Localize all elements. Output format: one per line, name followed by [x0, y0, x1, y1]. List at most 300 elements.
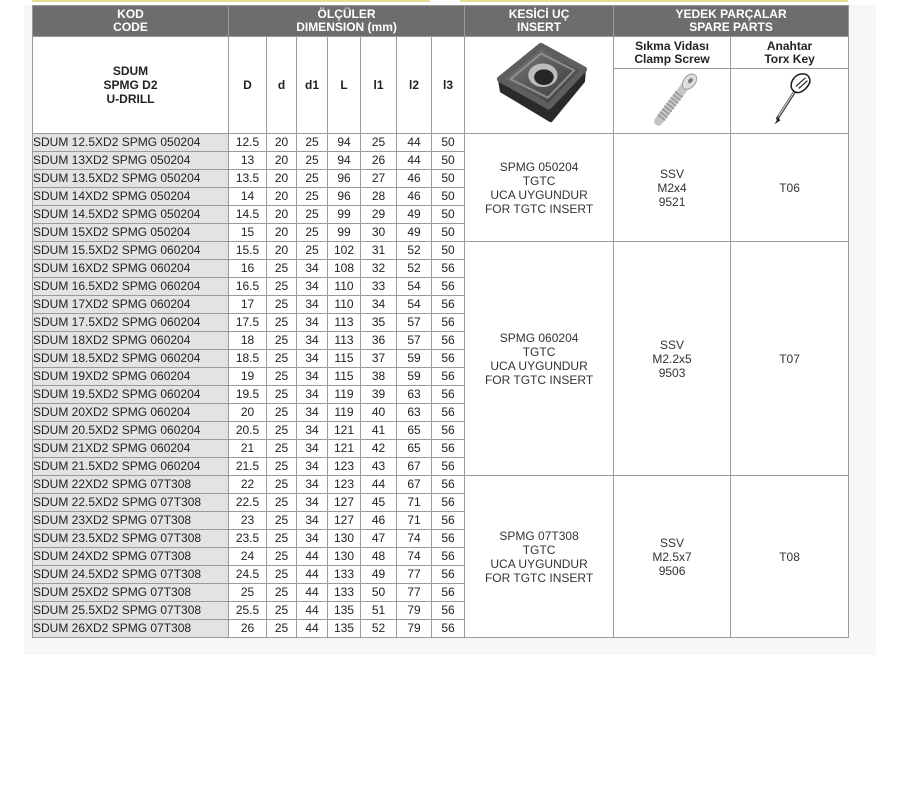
- product-code-cell: SDUM 26XD2 SPMG 07T308: [33, 620, 229, 638]
- dim-d1-cell: 44: [297, 548, 328, 566]
- key-shaft-highlight: [778, 92, 794, 116]
- dim-l3-cell: 56: [432, 476, 465, 494]
- dim-l2-cell: 52: [397, 242, 432, 260]
- dim-d1-cell: 34: [297, 440, 328, 458]
- torx-key-header-en: Torx Key: [764, 51, 815, 66]
- dim-l2-cell: 65: [397, 422, 432, 440]
- dim-l1-cell: 26: [361, 152, 397, 170]
- product-code-cell: SDUM 18.5XD2 SPMG 060204: [33, 350, 229, 368]
- product-family-line: SPMG D2: [103, 78, 158, 92]
- dim-l2-cell: 79: [397, 620, 432, 638]
- table-row: [33, 242, 849, 260]
- dim-l3-cell: 56: [432, 368, 465, 386]
- dim-l1-cell: 27: [361, 170, 397, 188]
- dim-d-cell: 25: [267, 530, 297, 548]
- header-code-en: CODE: [113, 20, 148, 34]
- insert-info-line: SPMG 050204: [499, 159, 579, 174]
- dim-big-d-cell: 20: [229, 404, 267, 422]
- dim-d-cell: 20: [267, 242, 297, 260]
- clamp-screw-line: 9503: [658, 365, 686, 380]
- torx-key-image: [731, 70, 849, 133]
- dim-l3-cell: 56: [432, 260, 465, 278]
- dim-l1-cell: 34: [361, 296, 397, 314]
- product-code-cell: SDUM 20XD2 SPMG 060204: [33, 404, 229, 422]
- dim-l3-cell: 56: [432, 350, 465, 368]
- dim-l2-cell: 59: [397, 350, 432, 368]
- dim-big-l-cell: 119: [328, 386, 361, 404]
- clamp-screw-header-tr: Sıkma Vidası: [635, 38, 709, 53]
- dim-header-big-l: L: [328, 37, 361, 134]
- top-accent-line: [460, 0, 848, 2]
- dim-d1-cell: 34: [297, 296, 328, 314]
- dim-big-d-cell: 24: [229, 548, 267, 566]
- dim-big-l-cell: 133: [328, 566, 361, 584]
- dim-big-l-cell: 110: [328, 296, 361, 314]
- dim-l2-cell: 74: [397, 530, 432, 548]
- dim-l2-cell: 57: [397, 332, 432, 350]
- dim-big-l-cell: 94: [328, 152, 361, 170]
- dim-d-cell: 25: [267, 386, 297, 404]
- dim-header-l2: l2: [397, 37, 432, 134]
- dim-header-big-d: D: [229, 37, 267, 134]
- dim-l1-cell: 43: [361, 458, 397, 476]
- dim-d-cell: 25: [267, 494, 297, 512]
- header-spare-parts-tr: YEDEK PARÇALAR: [675, 7, 787, 21]
- dim-big-d-cell: 23.5: [229, 530, 267, 548]
- dim-l3-cell: 56: [432, 296, 465, 314]
- product-code-cell: SDUM 19.5XD2 SPMG 060204: [33, 386, 229, 404]
- dim-big-l-cell: 113: [328, 314, 361, 332]
- clamp-screw-image-cell: [614, 69, 731, 134]
- product-code-cell: SDUM 24.5XD2 SPMG 07T308: [33, 566, 229, 584]
- top-accent-line: [32, 0, 430, 2]
- dim-d-cell: 25: [267, 602, 297, 620]
- dim-l1-cell: 29: [361, 206, 397, 224]
- dim-d1-cell: 25: [297, 224, 328, 242]
- dim-d1-cell: 25: [297, 206, 328, 224]
- dim-l3-cell: 56: [432, 422, 465, 440]
- dim-l1-cell: 47: [361, 530, 397, 548]
- dim-l2-cell: 79: [397, 602, 432, 620]
- dim-d1-cell: 34: [297, 404, 328, 422]
- spec-table: [32, 5, 849, 638]
- clamp-screw-line: 9521: [658, 194, 686, 209]
- dim-big-l-cell: 110: [328, 278, 361, 296]
- dim-l1-cell: 39: [361, 386, 397, 404]
- dim-d-cell: 25: [267, 512, 297, 530]
- dim-d1-cell: 25: [297, 242, 328, 260]
- dim-d1-cell: 25: [297, 152, 328, 170]
- dim-d-cell: 25: [267, 278, 297, 296]
- dim-big-d-cell: 13: [229, 152, 267, 170]
- dim-big-d-cell: 15.5: [229, 242, 267, 260]
- insert-info-line: UCA UYGUNDUR: [490, 556, 588, 571]
- dim-big-d-cell: 21.5: [229, 458, 267, 476]
- torx-key-header: [731, 37, 849, 69]
- dim-d1-cell: 34: [297, 386, 328, 404]
- dim-big-d-cell: 25.5: [229, 602, 267, 620]
- torx-key-cell: T06: [731, 134, 849, 242]
- dim-l3-cell: 50: [432, 206, 465, 224]
- product-code-cell: SDUM 12.5XD2 SPMG 050204: [33, 134, 229, 152]
- clamp-screw-cell: [614, 476, 731, 638]
- dim-big-d-cell: 18: [229, 332, 267, 350]
- dim-big-l-cell: 99: [328, 224, 361, 242]
- insert-info-line: SPMG 07T308: [499, 528, 579, 543]
- table-row: [33, 134, 849, 152]
- insert-info-cell: [465, 476, 614, 638]
- dim-big-d-cell: 20.5: [229, 422, 267, 440]
- insert-info-cell: [465, 134, 614, 242]
- clamp-screw-line: 9506: [658, 563, 686, 578]
- dim-d-cell: 25: [267, 584, 297, 602]
- insert-info-line: TGTC: [522, 542, 556, 557]
- product-code-cell: SDUM 25.5XD2 SPMG 07T308: [33, 602, 229, 620]
- dim-big-l-cell: 130: [328, 548, 361, 566]
- dim-d-cell: 25: [267, 404, 297, 422]
- dim-big-d-cell: 26: [229, 620, 267, 638]
- dim-l2-cell: 49: [397, 206, 432, 224]
- dim-big-d-cell: 14: [229, 188, 267, 206]
- dim-l2-cell: 59: [397, 368, 432, 386]
- dim-d-cell: 20: [267, 170, 297, 188]
- dim-l3-cell: 56: [432, 458, 465, 476]
- dim-l1-cell: 49: [361, 566, 397, 584]
- header-spare-parts-en: SPARE PARTS: [689, 20, 773, 34]
- dim-l1-cell: 25: [361, 134, 397, 152]
- dim-big-l-cell: 133: [328, 584, 361, 602]
- product-code-cell: SDUM 16XD2 SPMG 060204: [33, 260, 229, 278]
- dim-big-d-cell: 16: [229, 260, 267, 278]
- header-code-tr: KOD: [117, 7, 144, 21]
- dim-l3-cell: 56: [432, 548, 465, 566]
- clamp-screw-header: [614, 37, 731, 69]
- dim-big-d-cell: 19.5: [229, 386, 267, 404]
- dim-d-cell: 25: [267, 440, 297, 458]
- dim-d1-cell: 25: [297, 134, 328, 152]
- dim-l1-cell: 35: [361, 314, 397, 332]
- torx-key-image-cell: [731, 69, 849, 134]
- dim-l2-cell: 46: [397, 188, 432, 206]
- dim-d1-cell: 34: [297, 278, 328, 296]
- product-code-cell: SDUM 17XD2 SPMG 060204: [33, 296, 229, 314]
- dim-d1-cell: 34: [297, 512, 328, 530]
- dim-l1-cell: 40: [361, 404, 397, 422]
- dim-big-l-cell: 127: [328, 494, 361, 512]
- dim-l2-cell: 54: [397, 296, 432, 314]
- dim-l2-cell: 77: [397, 584, 432, 602]
- clamp-screw-line: M2.5x7: [652, 549, 692, 564]
- dim-l3-cell: 56: [432, 278, 465, 296]
- dim-d-cell: 25: [267, 332, 297, 350]
- dim-l3-cell: 50: [432, 188, 465, 206]
- dim-l3-cell: 50: [432, 242, 465, 260]
- product-code-cell: SDUM 21.5XD2 SPMG 060204: [33, 458, 229, 476]
- dim-big-l-cell: 99: [328, 206, 361, 224]
- product-code-cell: SDUM 19XD2 SPMG 060204: [33, 368, 229, 386]
- clamp-screw-cell: [614, 134, 731, 242]
- dim-big-l-cell: 96: [328, 188, 361, 206]
- dim-l1-cell: 36: [361, 332, 397, 350]
- dim-l3-cell: 56: [432, 440, 465, 458]
- dim-header-d: d: [267, 37, 297, 134]
- dim-l3-cell: 56: [432, 602, 465, 620]
- key-handle: [791, 73, 810, 92]
- dim-l2-cell: 54: [397, 278, 432, 296]
- dim-l2-cell: 49: [397, 224, 432, 242]
- dim-l3-cell: 56: [432, 566, 465, 584]
- dim-big-l-cell: 115: [328, 350, 361, 368]
- dim-big-d-cell: 17.5: [229, 314, 267, 332]
- dim-big-l-cell: 135: [328, 620, 361, 638]
- product-code-cell: SDUM 17.5XD2 SPMG 060204: [33, 314, 229, 332]
- header-dimensions: [229, 6, 465, 37]
- insert-image-cell: [465, 37, 614, 134]
- clamp-screw-cell: [614, 242, 731, 476]
- torx-key-cell: T08: [731, 476, 849, 638]
- product-code-cell: SDUM 14XD2 SPMG 050204: [33, 188, 229, 206]
- dim-l1-cell: 28: [361, 188, 397, 206]
- dim-l1-cell: 33: [361, 278, 397, 296]
- dim-l1-cell: 52: [361, 620, 397, 638]
- header-insert-tr: KESİCİ UÇ: [508, 7, 570, 21]
- dim-l1-cell: 51: [361, 602, 397, 620]
- dim-l3-cell: 56: [432, 584, 465, 602]
- dim-d1-cell: 44: [297, 584, 328, 602]
- product-code-cell: SDUM 15.5XD2 SPMG 060204: [33, 242, 229, 260]
- header-spare-parts: [614, 6, 849, 37]
- dim-big-l-cell: 121: [328, 440, 361, 458]
- dim-big-l-cell: 108: [328, 260, 361, 278]
- dim-d-cell: 25: [267, 422, 297, 440]
- dim-d-cell: 25: [267, 296, 297, 314]
- subheader-row: [33, 37, 849, 69]
- dim-d-cell: 25: [267, 548, 297, 566]
- product-family-label: [33, 37, 229, 134]
- dim-l2-cell: 67: [397, 476, 432, 494]
- dim-d1-cell: 25: [297, 188, 328, 206]
- product-code-cell: SDUM 15XD2 SPMG 050204: [33, 224, 229, 242]
- product-code-cell: SDUM 18XD2 SPMG 060204: [33, 332, 229, 350]
- clamp-screw-image: [614, 70, 731, 133]
- dim-d-cell: 25: [267, 566, 297, 584]
- dim-d-cell: 20: [267, 134, 297, 152]
- dim-big-l-cell: 135: [328, 602, 361, 620]
- product-code-cell: SDUM 25XD2 SPMG 07T308: [33, 584, 229, 602]
- dim-d1-cell: 34: [297, 314, 328, 332]
- insert-info-line: FOR TGTC INSERT: [484, 570, 594, 585]
- product-code-cell: SDUM 13XD2 SPMG 050204: [33, 152, 229, 170]
- dim-l3-cell: 56: [432, 530, 465, 548]
- dim-big-d-cell: 21: [229, 440, 267, 458]
- insert-image: [465, 38, 614, 133]
- dim-big-d-cell: 23: [229, 512, 267, 530]
- dim-l1-cell: 38: [361, 368, 397, 386]
- table-row: [33, 476, 849, 494]
- product-code-cell: SDUM 13.5XD2 SPMG 050204: [33, 170, 229, 188]
- dim-big-l-cell: 123: [328, 476, 361, 494]
- dim-l1-cell: 42: [361, 440, 397, 458]
- header-row: [33, 6, 849, 37]
- insert-info-line: SPMG 060204: [499, 330, 579, 345]
- product-code-cell: SDUM 22XD2 SPMG 07T308: [33, 476, 229, 494]
- dim-l2-cell: 65: [397, 440, 432, 458]
- dim-big-d-cell: 18.5: [229, 350, 267, 368]
- dim-l2-cell: 57: [397, 314, 432, 332]
- dim-l1-cell: 45: [361, 494, 397, 512]
- dim-l1-cell: 41: [361, 422, 397, 440]
- dim-d1-cell: 34: [297, 350, 328, 368]
- product-code-cell: SDUM 14.5XD2 SPMG 050204: [33, 206, 229, 224]
- header-code: [33, 6, 229, 37]
- product-code-cell: SDUM 21XD2 SPMG 060204: [33, 440, 229, 458]
- dim-d1-cell: 34: [297, 260, 328, 278]
- dim-d-cell: 25: [267, 476, 297, 494]
- product-code-cell: SDUM 22.5XD2 SPMG 07T308: [33, 494, 229, 512]
- dim-d1-cell: 34: [297, 368, 328, 386]
- dim-l3-cell: 56: [432, 332, 465, 350]
- dim-d1-cell: 44: [297, 566, 328, 584]
- dim-l3-cell: 56: [432, 404, 465, 422]
- dim-big-l-cell: 121: [328, 422, 361, 440]
- dim-d-cell: 20: [267, 206, 297, 224]
- dim-d1-cell: 34: [297, 422, 328, 440]
- dim-l1-cell: 46: [361, 512, 397, 530]
- dim-big-d-cell: 12.5: [229, 134, 267, 152]
- clamp-screw-header-en: Clamp Screw: [634, 51, 710, 66]
- clamp-screw-line: SSV: [660, 166, 685, 181]
- dim-d-cell: 25: [267, 350, 297, 368]
- insert-info-line: FOR TGTC INSERT: [484, 201, 594, 216]
- dim-header-l3: l3: [432, 37, 465, 134]
- product-code-cell: SDUM 23XD2 SPMG 07T308: [33, 512, 229, 530]
- header-insert-en: INSERT: [517, 20, 562, 34]
- dim-d1-cell: 34: [297, 530, 328, 548]
- dim-d-cell: 25: [267, 368, 297, 386]
- torx-key-cell: T07: [731, 242, 849, 476]
- dim-big-d-cell: 14.5: [229, 206, 267, 224]
- dim-l2-cell: 63: [397, 404, 432, 422]
- dim-l2-cell: 71: [397, 512, 432, 530]
- dim-big-l-cell: 113: [328, 332, 361, 350]
- dim-d1-cell: 34: [297, 332, 328, 350]
- header-dimensions-tr: ÖLÇÜLER: [317, 7, 376, 21]
- dim-l1-cell: 32: [361, 260, 397, 278]
- dim-d-cell: 25: [267, 458, 297, 476]
- dim-d-cell: 20: [267, 224, 297, 242]
- dim-l3-cell: 50: [432, 134, 465, 152]
- dim-header-l1: l1: [361, 37, 397, 134]
- dim-big-d-cell: 24.5: [229, 566, 267, 584]
- dim-d-cell: 25: [267, 314, 297, 332]
- dim-l3-cell: 56: [432, 386, 465, 404]
- dim-big-d-cell: 13.5: [229, 170, 267, 188]
- table-body: [33, 134, 849, 638]
- product-code-cell: SDUM 23.5XD2 SPMG 07T308: [33, 530, 229, 548]
- insert-info-line: TGTC: [522, 173, 556, 188]
- dim-d1-cell: 44: [297, 620, 328, 638]
- insert-hole: [534, 69, 554, 85]
- dim-d-cell: 25: [267, 620, 297, 638]
- dim-d1-cell: 44: [297, 602, 328, 620]
- dim-big-l-cell: 119: [328, 404, 361, 422]
- dim-l3-cell: 56: [432, 314, 465, 332]
- dim-l1-cell: 48: [361, 548, 397, 566]
- dim-l3-cell: 56: [432, 494, 465, 512]
- dim-d1-cell: 25: [297, 170, 328, 188]
- dim-l3-cell: 56: [432, 512, 465, 530]
- dim-header-d1: d1: [297, 37, 328, 134]
- clamp-screw-line: M2x4: [657, 180, 687, 195]
- product-family-line: U-DRILL: [106, 92, 155, 106]
- dim-big-l-cell: 130: [328, 530, 361, 548]
- dim-d1-cell: 34: [297, 458, 328, 476]
- dim-big-l-cell: 94: [328, 134, 361, 152]
- dim-l1-cell: 30: [361, 224, 397, 242]
- dim-l3-cell: 56: [432, 620, 465, 638]
- dim-d1-cell: 34: [297, 494, 328, 512]
- dim-l2-cell: 63: [397, 386, 432, 404]
- dim-l1-cell: 37: [361, 350, 397, 368]
- dim-l2-cell: 52: [397, 260, 432, 278]
- dim-l1-cell: 31: [361, 242, 397, 260]
- dim-d-cell: 20: [267, 152, 297, 170]
- dim-l2-cell: 77: [397, 566, 432, 584]
- clamp-screw-line: M2.2x5: [652, 351, 692, 366]
- dim-big-l-cell: 123: [328, 458, 361, 476]
- dim-l2-cell: 71: [397, 494, 432, 512]
- dim-l2-cell: 46: [397, 170, 432, 188]
- dim-big-d-cell: 25: [229, 584, 267, 602]
- dim-d1-cell: 34: [297, 476, 328, 494]
- dim-big-l-cell: 102: [328, 242, 361, 260]
- dim-big-d-cell: 16.5: [229, 278, 267, 296]
- header-insert: [465, 6, 614, 37]
- clamp-screw-line: SSV: [660, 535, 685, 550]
- dim-l2-cell: 67: [397, 458, 432, 476]
- dim-big-d-cell: 15: [229, 224, 267, 242]
- dim-l1-cell: 50: [361, 584, 397, 602]
- dim-big-d-cell: 22.5: [229, 494, 267, 512]
- torx-key-header-tr: Anahtar: [766, 38, 813, 53]
- product-code-cell: SDUM 20.5XD2 SPMG 060204: [33, 422, 229, 440]
- dim-d-cell: 25: [267, 260, 297, 278]
- insert-info-line: UCA UYGUNDUR: [490, 187, 588, 202]
- clamp-screw-line: SSV: [660, 337, 685, 352]
- insert-info-cell: [465, 242, 614, 476]
- dim-d-cell: 20: [267, 188, 297, 206]
- dim-big-l-cell: 115: [328, 368, 361, 386]
- insert-info-line: UCA UYGUNDUR: [490, 358, 588, 373]
- dim-l1-cell: 44: [361, 476, 397, 494]
- dim-l2-cell: 44: [397, 152, 432, 170]
- dim-l2-cell: 44: [397, 134, 432, 152]
- dim-l3-cell: 50: [432, 152, 465, 170]
- dim-big-d-cell: 17: [229, 296, 267, 314]
- dim-big-d-cell: 19: [229, 368, 267, 386]
- product-family-line: SDUM: [112, 64, 149, 78]
- header-dimensions-en: DIMENSION (mm): [296, 20, 397, 34]
- insert-info-line: TGTC: [522, 344, 556, 359]
- dim-big-d-cell: 22: [229, 476, 267, 494]
- dim-l2-cell: 74: [397, 548, 432, 566]
- product-code-cell: SDUM 24XD2 SPMG 07T308: [33, 548, 229, 566]
- dim-l3-cell: 50: [432, 170, 465, 188]
- product-code-cell: SDUM 16.5XD2 SPMG 060204: [33, 278, 229, 296]
- dim-big-l-cell: 127: [328, 512, 361, 530]
- dim-big-l-cell: 96: [328, 170, 361, 188]
- dim-l3-cell: 50: [432, 224, 465, 242]
